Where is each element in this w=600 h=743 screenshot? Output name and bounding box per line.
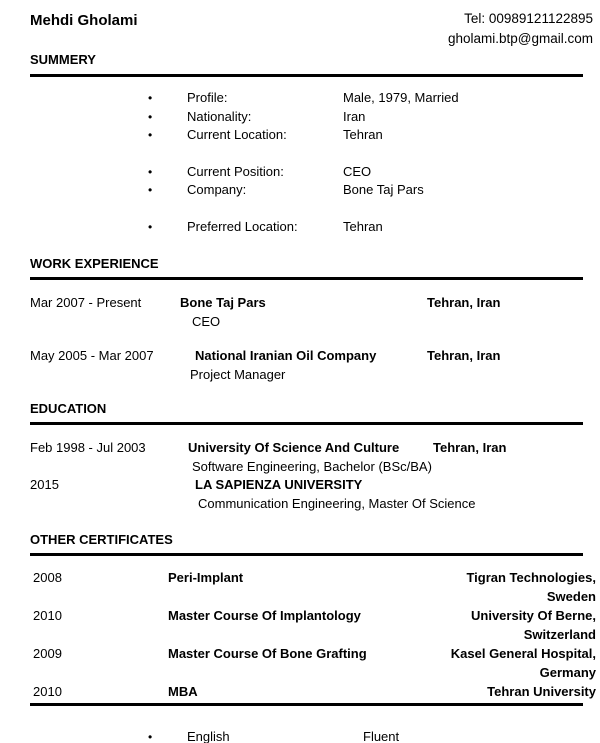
bullet-icon: • [148, 109, 153, 124]
job-company: Bone Taj Pars [180, 295, 266, 310]
certificate-entry [30, 568, 596, 606]
work-divider [30, 277, 583, 280]
summary-group-position [30, 163, 593, 200]
job-role: Project Manager [190, 367, 286, 382]
document-header [30, 9, 593, 49]
summary-label: Current Position: [187, 163, 284, 179]
job-company: National Iranian Oil Company [195, 348, 377, 363]
education-location: Tehran, Iran [433, 440, 507, 455]
summary-item [30, 89, 593, 108]
education-list [30, 439, 593, 513]
summary-value: Male, 1979, Married [343, 90, 459, 105]
summary-divider [30, 74, 583, 77]
summary-value: CEO [343, 163, 372, 179]
certificates-section-title: OTHER CERTIFICATES [30, 532, 173, 547]
summary-item [30, 126, 593, 145]
education-entry-header [30, 439, 593, 458]
bullet-icon: • [148, 183, 153, 197]
job-entry [30, 346, 593, 384]
certificate-name: Peri-Implant [168, 570, 244, 585]
job-header [30, 293, 593, 312]
certificate-issuer: University Of Berne, Switzerland [471, 608, 596, 642]
job-list [30, 293, 593, 384]
job-location: Tehran, Iran [427, 348, 501, 363]
summary-label: Current Location: [187, 127, 287, 142]
education-school: LA SAPIENZA UNIVERSITY [195, 477, 363, 492]
certificate-issuer: Tehran University [487, 684, 596, 699]
summary-value: Tehran [343, 127, 383, 142]
certificate-name: Master Course Of Implantology [168, 608, 361, 623]
bullet-icon: • [148, 128, 153, 142]
certificates-divider-top [30, 553, 583, 556]
certificate-issuer: Kasel General Hospital, Germany [450, 646, 596, 680]
certificates-divider-bottom [30, 703, 583, 706]
summary-label: Nationality: [187, 108, 252, 124]
phone-number: Tel: 00989121122895 [464, 11, 593, 26]
education-dates: Feb 1998 - Jul 2003 [30, 440, 146, 455]
summary-label: Preferred Location: [187, 218, 298, 234]
certificate-entry [30, 606, 596, 644]
education-degree: Communication Engineering, Master Of Science [198, 495, 476, 511]
education-dates: 2015 [30, 477, 59, 492]
certificate-name: MBA [168, 684, 198, 699]
summary-item [30, 163, 593, 182]
work-section-title: WORK EXPERIENCE [30, 256, 159, 271]
contact-info [448, 9, 593, 49]
summary-section-title: SUMMERY [30, 52, 96, 67]
certificate-entry [30, 682, 596, 701]
language-level: Fluent [363, 729, 400, 743]
summary-item [30, 218, 593, 237]
education-school: University Of Science And Culture [188, 440, 400, 455]
summary-item [30, 108, 593, 127]
education-section-title: EDUCATION [30, 401, 107, 416]
job-dates: May 2005 - Mar 2007 [30, 348, 154, 363]
bullet-icon: • [148, 164, 153, 179]
job-header [30, 346, 593, 365]
summary-label: Profile: [187, 90, 228, 105]
education-location [433, 476, 593, 495]
education-entry-header [30, 476, 593, 495]
person-name: Mehdi Gholami [30, 12, 138, 29]
language-name: English [187, 729, 230, 743]
bullet-icon: • [148, 730, 153, 743]
certificate-year: 2009 [33, 646, 62, 661]
job-dates: Mar 2007 - Present [30, 295, 142, 310]
summary-group-profile [30, 89, 593, 145]
summary-list [30, 89, 593, 236]
job-location: Tehran, Iran [427, 295, 501, 310]
certificate-issuer: Tigran Technologies, Sweden [466, 570, 596, 604]
bullet-icon: • [148, 219, 153, 234]
certificate-entry [30, 644, 596, 682]
summary-label: Company: [187, 182, 247, 197]
summary-group-preferred [30, 218, 593, 237]
education-degree: Software Engineering, Bachelor (BSc/BA) [192, 458, 432, 474]
summary-value: Tehran [343, 218, 383, 234]
education-divider [30, 422, 583, 425]
summary-value: Bone Taj Pars [343, 182, 424, 197]
certificate-name: Master Course Of Bone Grafting [168, 646, 367, 661]
summary-item [30, 181, 593, 200]
certificate-year: 2010 [33, 608, 62, 623]
email-address: gholami.btp@gmail.com [447, 31, 593, 46]
job-role: CEO [192, 314, 221, 329]
certificate-year: 2010 [33, 684, 62, 699]
summary-value: Iran [343, 108, 366, 124]
language-item [30, 728, 593, 743]
certificate-list [30, 568, 596, 701]
job-entry [30, 293, 593, 331]
bullet-icon: • [148, 91, 153, 105]
certificate-year: 2008 [33, 570, 62, 585]
